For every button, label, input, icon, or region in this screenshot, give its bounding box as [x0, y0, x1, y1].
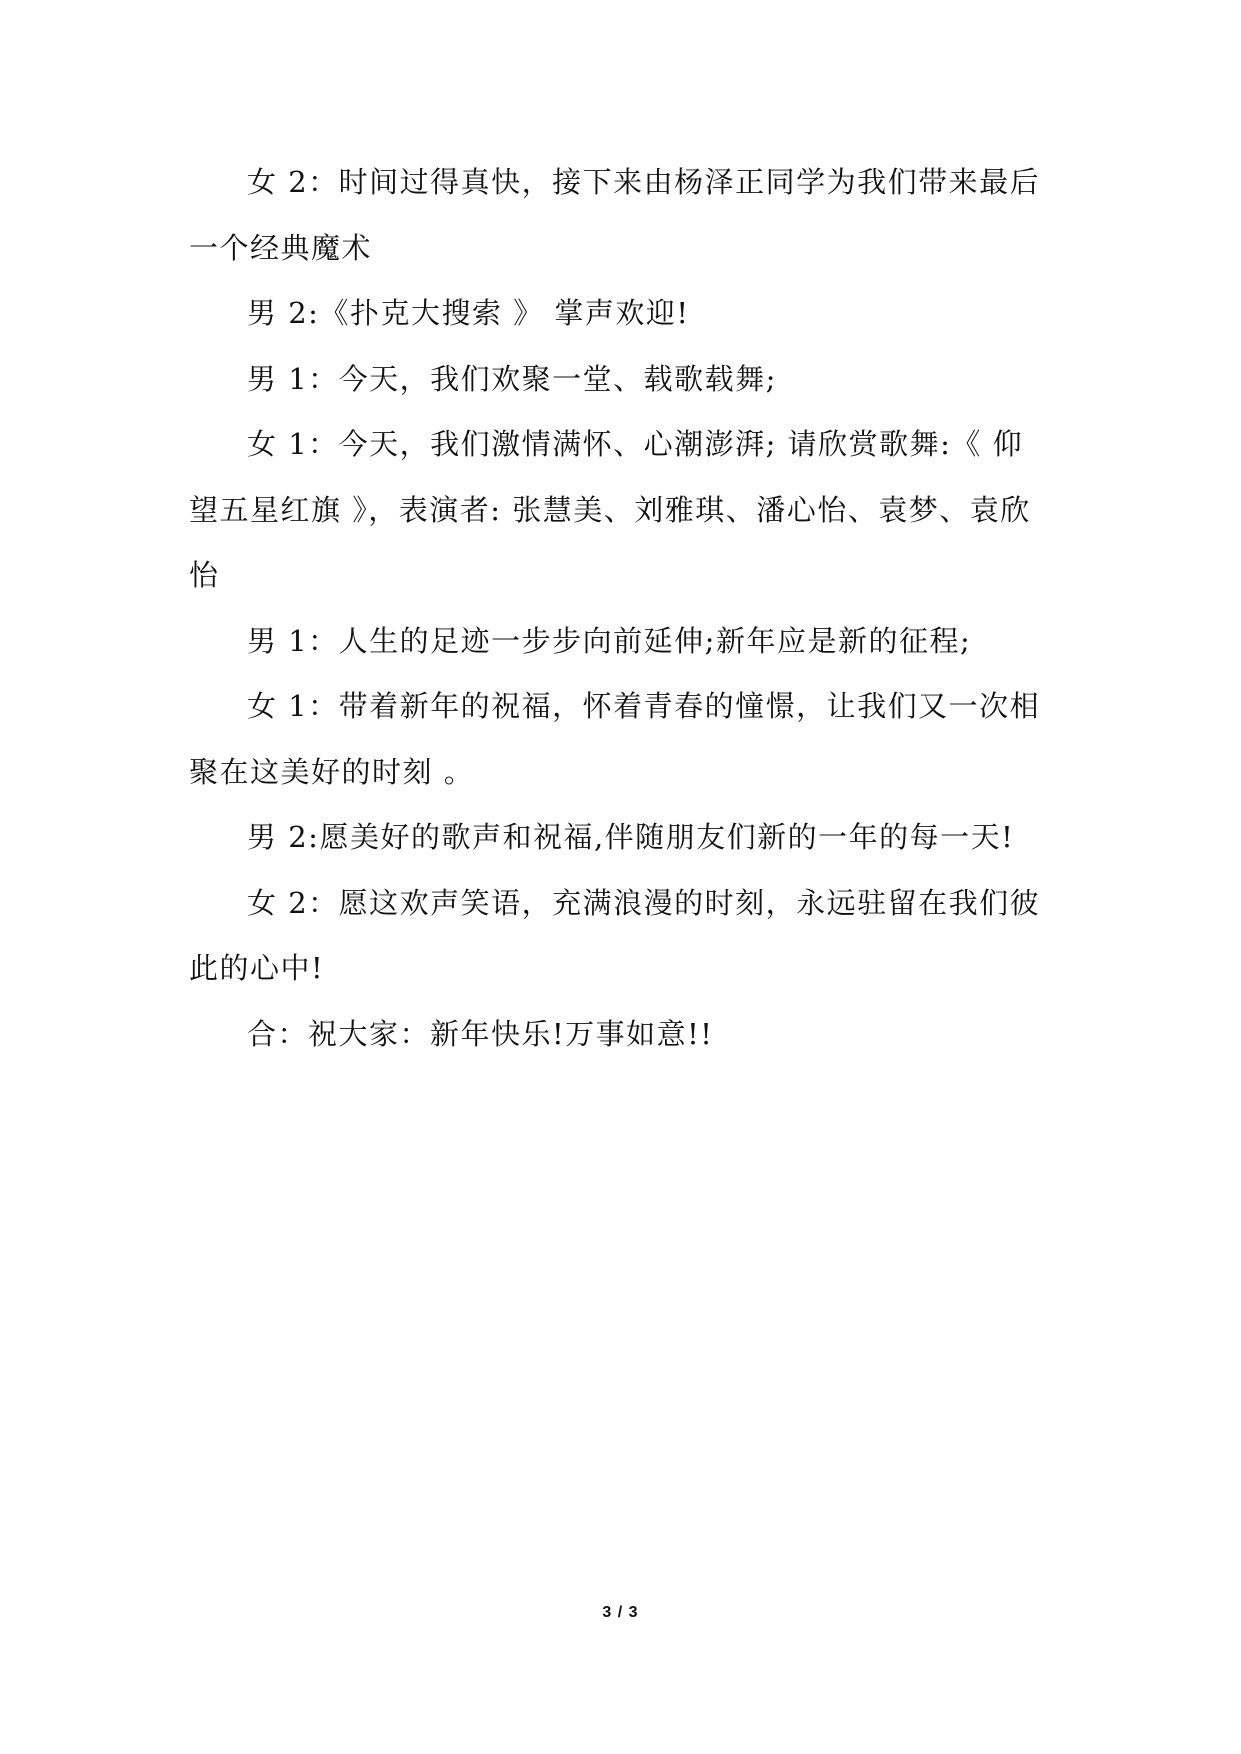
- paragraph-line: 男 2:《扑克大搜索 》 掌声欢迎!: [247, 296, 690, 330]
- paragraph-line: 合：祝大家：新年快乐!万事如意!!: [247, 1016, 714, 1051]
- paragraph-line: 望五星红旗 》，表演者: 张慧美、刘雅琪、潘心怡、袁梦、袁欣: [189, 492, 1031, 527]
- paragraph: [189, 609, 1059, 675]
- paragraph-line: 一个经典魔术: [189, 230, 373, 265]
- paragraph-line: 怡: [189, 558, 220, 592]
- paragraph-line: 女 2：时间过得真快，接下来由杨泽正同学为我们带来最后: [247, 165, 1041, 199]
- paragraph: [189, 412, 1059, 609]
- paragraph: [189, 281, 1059, 347]
- paragraph-line: 女 1：今天，我们激情满怀、心潮澎湃; 请欣赏歌舞:《 仰: [247, 427, 1024, 461]
- paragraph-line: 此的心中!: [189, 951, 325, 985]
- paragraph: [189, 674, 1059, 805]
- paragraph: [189, 871, 1059, 1002]
- document-body: [189, 150, 1059, 1067]
- paragraph-line: 男 1：人生的足迹一步步向前延伸;新年应是新的征程;: [247, 623, 972, 658]
- paragraph-line: 男 1：今天，我们欢聚一堂、载歌载舞;: [247, 361, 777, 396]
- paragraph-line: 聚在这美好的时刻 。: [189, 754, 475, 789]
- paragraph-line: 女 2：愿这欢声笑语，充满浪漫的时刻，永远驻留在我们彼: [247, 885, 1041, 920]
- paragraph: [189, 150, 1059, 281]
- page-number: 3 / 3: [602, 1604, 639, 1621]
- paragraph-line: 男 2:愿美好的歌声和祝福,伴随朋友们新的一年的每一天!: [247, 820, 1015, 854]
- paragraph: [189, 805, 1059, 871]
- paragraph: [189, 1002, 1059, 1068]
- paragraph-line: 女 1：带着新年的祝福，怀着青春的憧憬，让我们又一次相: [247, 689, 1041, 723]
- paragraph: [189, 347, 1059, 413]
